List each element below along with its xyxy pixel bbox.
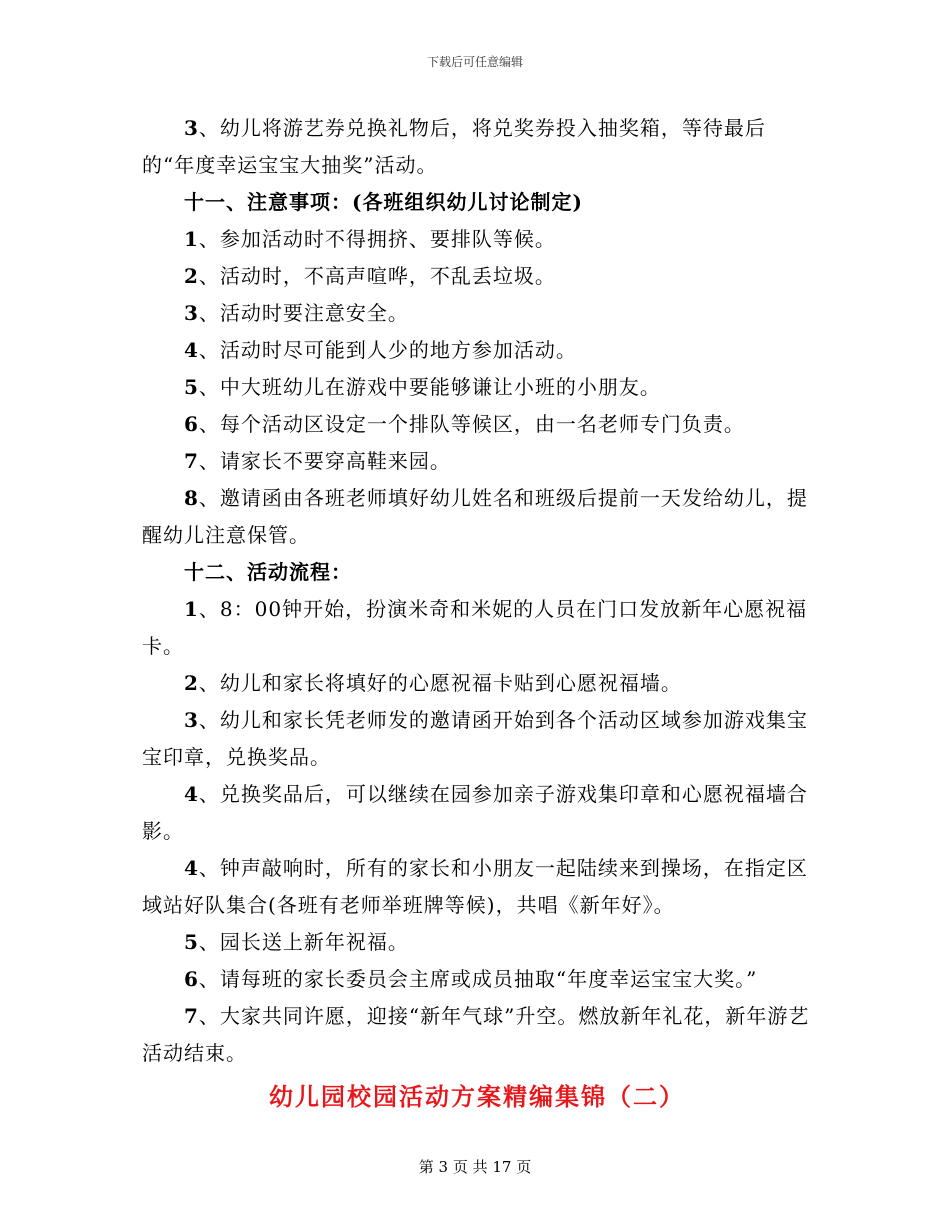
header-note: 下载后可任意编辑 xyxy=(426,55,523,69)
item-text: 、活动时，不高声喧哗，不乱丢垃圾。 xyxy=(198,264,556,288)
list-item xyxy=(142,406,812,443)
list-item xyxy=(142,221,812,258)
list-item xyxy=(142,776,812,850)
next-section-title: 幼儿园校园活动方案精编集锦（二） xyxy=(269,1082,685,1111)
list-item xyxy=(142,258,812,295)
list-item xyxy=(142,110,812,184)
item-number: 6 xyxy=(184,412,199,436)
list-item xyxy=(142,961,812,998)
item-number: 1 xyxy=(184,597,199,621)
item-number: 3 xyxy=(184,116,199,140)
section-heading-11: 十一、注意事项：(各班组织幼儿讨论制定) xyxy=(184,190,583,214)
item-number: 2 xyxy=(184,671,199,695)
list-item xyxy=(142,665,812,702)
item-text: 、活动时尽可能到人少的地方参加活动。 xyxy=(198,338,577,362)
item-number: 5 xyxy=(184,930,199,954)
item-text: 、幼儿将游艺券兑换礼物后，将兑奖券投入抽奖箱，等待最后的“年度幸运宝宝大抽奖”活动。 xyxy=(142,116,766,177)
list-item xyxy=(142,443,812,480)
item-text: 、参加活动时不得拥挤、要排队等候。 xyxy=(198,227,556,251)
item-number: 7 xyxy=(184,1004,199,1028)
section-11-list xyxy=(142,221,812,554)
item-text: 、中大班幼儿在游戏中要能够谦让小班的小朋友。 xyxy=(198,375,661,399)
list-item xyxy=(142,998,812,1072)
item-text: 、活动时要注意安全。 xyxy=(198,301,409,325)
item-number: 4 xyxy=(184,782,199,806)
item-text: 、邀请函由各班老师填好幼儿姓名和班级后提前一天发给幼儿，提醒幼儿注意保管。 xyxy=(142,486,808,547)
item-number: 1 xyxy=(184,227,199,251)
item-text: 、园长送上新年祝福。 xyxy=(198,930,409,954)
item-text: 、幼儿和家长凭老师发的邀请函开始到各个活动区域参加游戏集宝宝印章，兑换奖品。 xyxy=(142,708,808,769)
item-number: 2 xyxy=(184,264,199,288)
item-number: 3 xyxy=(184,301,199,325)
document-body xyxy=(142,110,812,1115)
item-number: 5 xyxy=(184,375,199,399)
item-text: 、每个活动区设定一个排队等候区，由一名老师专门负责。 xyxy=(198,412,745,436)
item-text: 、请家长不要穿高鞋来园。 xyxy=(198,449,451,473)
item-number: 8 xyxy=(184,486,199,510)
item-number: 4 xyxy=(184,856,199,880)
item-text: 、大家共同许愿，迎接“新年气球”升空。燃放新年礼花，新年游艺活动结束。 xyxy=(142,1004,810,1065)
section-12-list xyxy=(142,591,812,1072)
item-text: 、请每班的家长委员会主席或成员抽取“年度幸运宝宝大奖。” xyxy=(198,967,758,991)
item-number: 4 xyxy=(184,338,199,362)
list-item xyxy=(142,702,812,776)
section-heading-12: 十二、活动流程： xyxy=(184,560,352,584)
list-item xyxy=(142,369,812,406)
item-number: 6 xyxy=(184,967,199,991)
item-text: 、8：00钟开始，扮演米奇和米妮的人员在门口发放新年心愿祝福卡。 xyxy=(142,597,808,658)
list-item xyxy=(142,480,812,554)
item-number: 3 xyxy=(184,708,199,732)
list-item xyxy=(142,332,812,369)
list-item xyxy=(142,850,812,924)
page-number-footer: 第 3 页 共 17 页 xyxy=(418,1158,532,1176)
item-number: 7 xyxy=(184,449,199,473)
list-item xyxy=(142,295,812,332)
item-text: 、幼儿和家长将填好的心愿祝福卡贴到心愿祝福墙。 xyxy=(198,671,682,695)
item-text: 、兑换奖品后，可以继续在园参加亲子游戏集印章和心愿祝福墙合影。 xyxy=(142,782,808,843)
list-item xyxy=(142,924,812,961)
list-item xyxy=(142,591,812,665)
item-text: 、钟声敲响时，所有的家长和小朋友一起陆续来到操场，在指定区域站好队集合(各班有老师举班牌等候)，共唱《新年好》。 xyxy=(142,856,808,917)
